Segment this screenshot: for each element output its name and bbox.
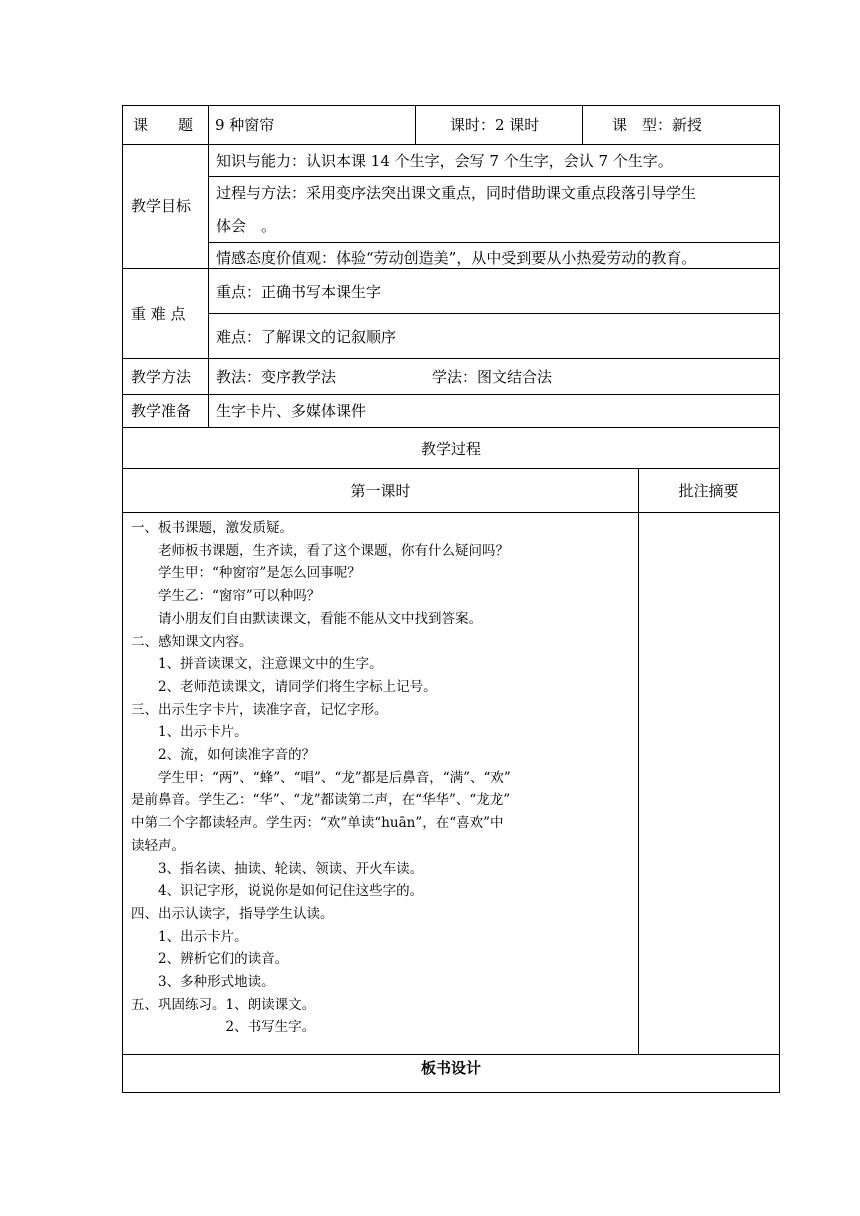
key-point: 重点：正确书写本课生字 [216,283,382,301]
learning-method: 学法：图文结合法 [432,368,553,386]
title-row [122,105,780,145]
difficult-point: 难点：了解课文的记叙顺序 [216,328,397,346]
process-line: 老师板书课题，生齐读，看了这个课题，你有什么疑问吗？ [131,542,509,559]
process-line: 读轻声。 [131,837,185,854]
process-line: 1、出示卡片。 [131,724,248,741]
process-line: 3、指名读、抽读、轮读、领读、开火车读。 [131,860,424,877]
process-line: 一、板书课题，激发质疑。 [131,520,293,536]
process-line: 三、出示生字卡片，读准字音，记忆字形。 [131,701,388,718]
process-line: 四、出示认读字，指导学生认读。 [131,905,334,922]
board-design-row [122,1054,780,1093]
process-line: 请小朋友们自由默读课文，看能不能从文中找到答案。 [131,610,482,627]
objectives-label: 教学目标 [131,197,192,215]
objectives-row [122,144,780,269]
difficulty-row [122,268,780,359]
title-value: 9 种窗帘 [215,116,275,134]
notes-header: 批注摘要 [678,482,739,500]
process-line: 2、老师范读课文，请同学们将生字标上记号。 [131,678,437,695]
method-label: 教学方法 [131,368,192,386]
objective-emotion: 情感态度价值观：体验“劳动创造美”，从中受到要从小热爱劳动的教育。 [216,249,697,267]
prep-row [122,394,780,428]
title-label: 课 题 [133,116,194,134]
prep-value: 生字卡片、多媒体课件 [216,402,367,420]
process-line: 2、书写生字。 [131,1019,316,1036]
process-line: 1、出示卡片。 [131,928,248,945]
notes-area [639,513,779,1054]
process-content-row [122,512,780,1055]
lesson-header: 第一课时 [350,482,411,500]
objective-knowledge: 知识与能力：认识本课 14 个生字，会写 7 个生字，会认 7 个生字。 [216,152,673,170]
process-title: 教学过程 [420,440,481,458]
process-line: 学生甲：“种窗帘”是怎么回事呢？ [131,565,361,582]
board-design-title: 板书设计 [420,1059,481,1077]
lesson-hours: 课时：2 课时 [450,116,540,134]
process-line: 1、拼音读课文，注意课文中的生字。 [131,656,383,673]
process-line: 学生甲：“两”、“蜂”、“唱”、“龙”都是后鼻音，“满”、“欢” [131,769,511,786]
process-line: 4、识记字形，说说你是如何记住这些字的。 [131,883,424,900]
process-line: 学生乙：“窗帘”可以种吗？ [131,588,321,605]
process-line: 是前鼻音。学生乙：“华”、“龙”都读第二声，在“华华”、“龙龙” [131,792,511,809]
teaching-method: 教法：变序教学法 [216,368,337,386]
process-line: 3、多种形式地读。 [131,974,275,991]
process-line: 二、感知课文内容。 [131,633,253,650]
process-line: 中第二个字都读轻声。学生丙：“欢”单读“huān”，在“喜欢”中 [131,815,504,832]
process-title-row [122,427,780,469]
process-line: 2、辨析它们的读音。 [131,951,289,968]
lesson-header-row [122,468,780,513]
objective-process-line1: 过程与方法：采用变序法突出课文重点，同时借助课文重点段落引导学生 [216,184,697,202]
process-line: 五、巩固练习。1、朗读课文。 [131,996,316,1013]
method-row [122,358,780,395]
process-text [131,517,511,1039]
process-line: 2、流，如何读准字音的？ [131,747,316,764]
difficulty-label: 重 难 点 [131,305,186,323]
lesson-type: 课 型：新授 [612,116,703,134]
prep-label: 教学准备 [131,402,192,420]
objective-process-line2: 体会 。 [216,217,277,235]
